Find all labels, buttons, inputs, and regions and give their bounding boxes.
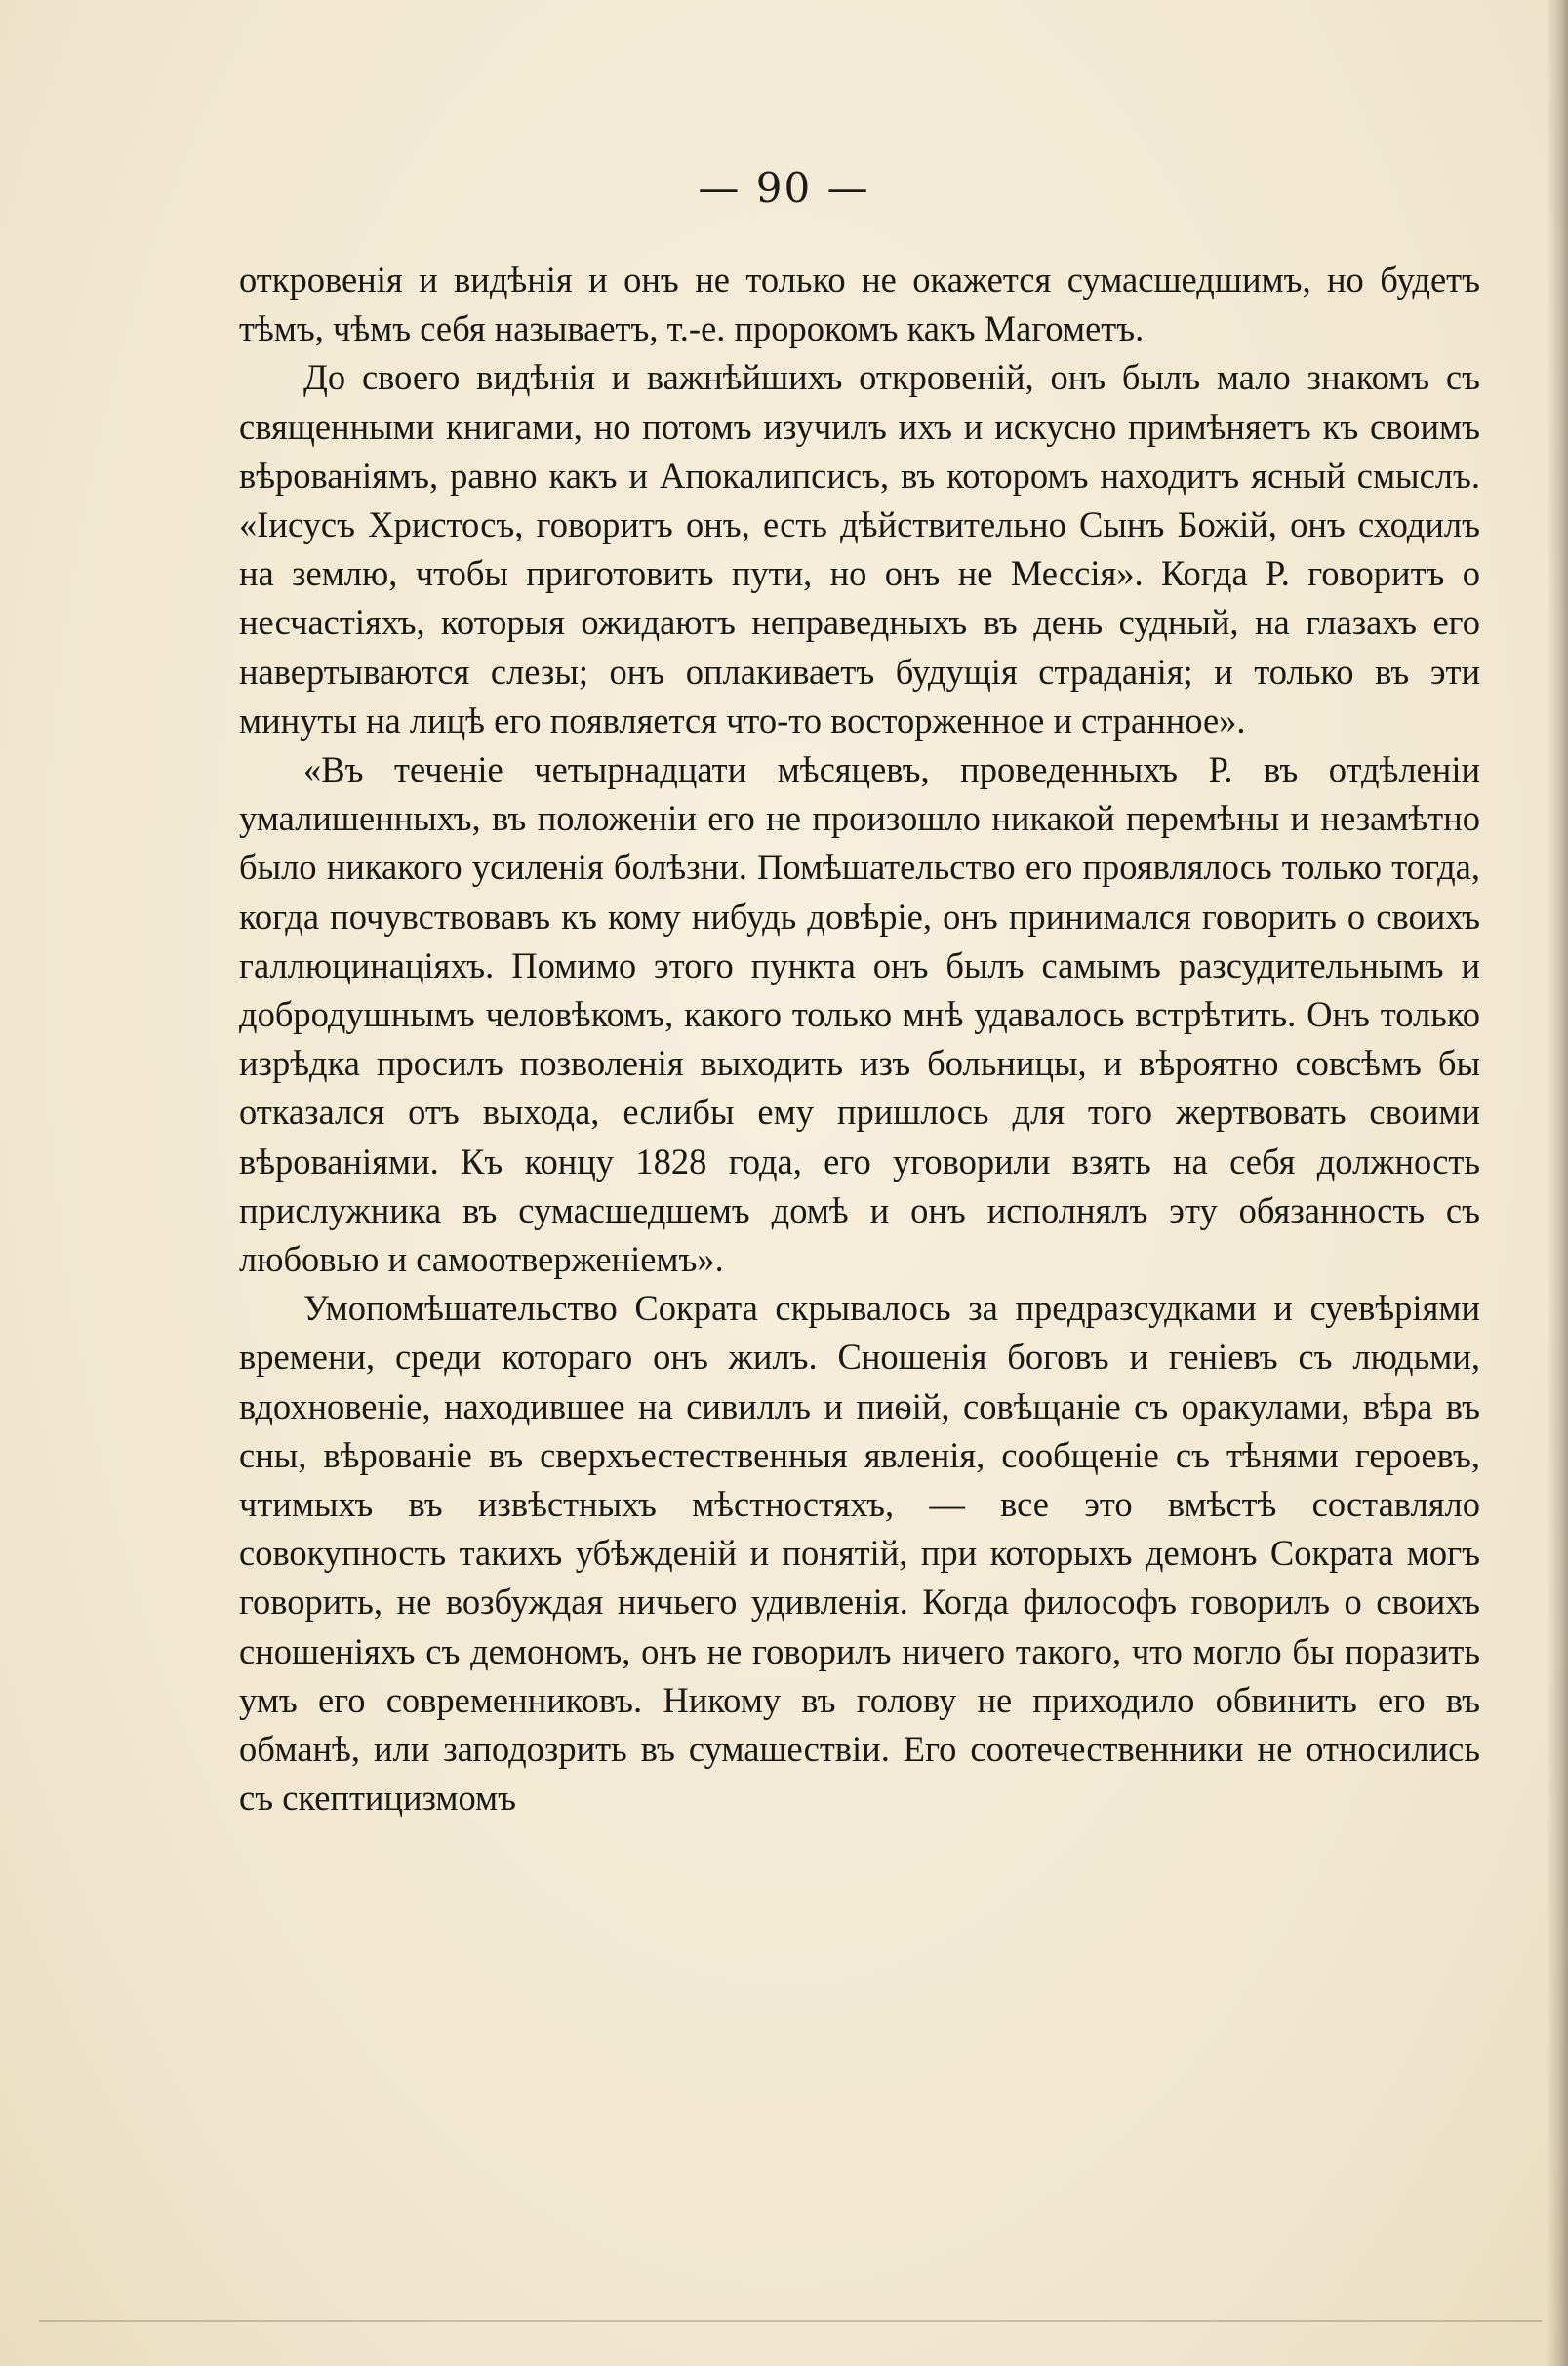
paragraph: Умопомѣшательство Сократа скрывалось за предразсудками и суевѣріями времени, среди котораго онъ жилъ. Сношенія боговъ и геніевъ съ людьми, вдохновеніе, находившее на сивиллъ и пиѳій, совѣщаніе съ оракулами, вѣра въ сны, вѣрованіе въ сверхъестественныя явленія, сообщеніе съ тѣнями героевъ, чтимыхъ въ извѣстныхъ мѣстностяхъ, — все это вмѣстѣ составляло совокупность такихъ убѣжденій и понятій, при которыхъ демонъ Сократа могъ говорить, не возбуждая ничьего удивленія. Когда философъ говорилъ о своихъ сношеніяхъ съ демономъ, онъ не говорилъ ничего такого, что могло бы поразить умъ его современниковъ. Никому въ голову не приходило обвинить его въ обманѣ, или заподозрить въ сумашествіи. Его соотечественники не относились съ скептицизмомъ bbox=[239, 1288, 1480, 1819]
page-number: — 90 — bbox=[698, 164, 870, 212]
paragraph: До своего видѣнія и важнѣйшихъ откровеній, онъ былъ мало знакомъ съ священными книгами, но потомъ изучилъ ихъ и искусно примѣняетъ къ своимъ вѣрованіямъ, равно какъ и Апокалипсисъ, въ которомъ находитъ ясный смыслъ. «Іисусъ Христосъ, говоритъ онъ, есть дѣйствительно Сынъ Божій, онъ сходилъ на землю, чтобы приготовить пути, но онъ не Мессія». Когда Р. говоритъ о несчастіяхъ, которыя ожидаютъ неправедныхъ въ день судный, на глазахъ его навертываются слезы; онъ оплакиваетъ будущія страданія; и только въ эти минуты на лицѣ его появляется что-то восторженное и странное». bbox=[239, 357, 1480, 741]
page-edge-shadow bbox=[1547, 0, 1568, 2366]
paragraph: «Въ теченіе четырнадцати мѣсяцевъ, проведенныхъ Р. въ отдѣленіи умалишенныхъ, въ положеніи его не произошло никакой перемѣны и незамѣтно было никакого усиленія болѣзни. Помѣшательство его проявлялось только тогда, когда почувствовавъ къ кому нибудь довѣріе, онъ принимался говорить о своихъ галлюцинаціяхъ. Помимо этого пункта онъ былъ самымъ разсудительнымъ и добродушнымъ человѣкомъ, какого только мнѣ удавалось встрѣтить. Онъ только изрѣдка просилъ позволенія выходить изъ больницы, и вѣроятно совсѣмъ бы отказался отъ выхода, еслибы ему пришлось для того жертвовать своими вѣрованіями. Къ концу 1828 года, его уговорили взять на себя должность прислужника въ сумасшедшемъ домѣ и онъ исполнялъ эту обязанность съ любовью и самоотверженіемъ». bbox=[239, 749, 1480, 1280]
bottom-edge-line bbox=[39, 2320, 1542, 2322]
body-text bbox=[239, 256, 1480, 1824]
paragraph-continuation: откровенія и видѣнія и онъ не только не окажется сумасшедшимъ, но будетъ тѣмъ, чѣмъ себя называетъ, т.-е. пророкомъ какъ Магометъ. bbox=[239, 260, 1480, 349]
